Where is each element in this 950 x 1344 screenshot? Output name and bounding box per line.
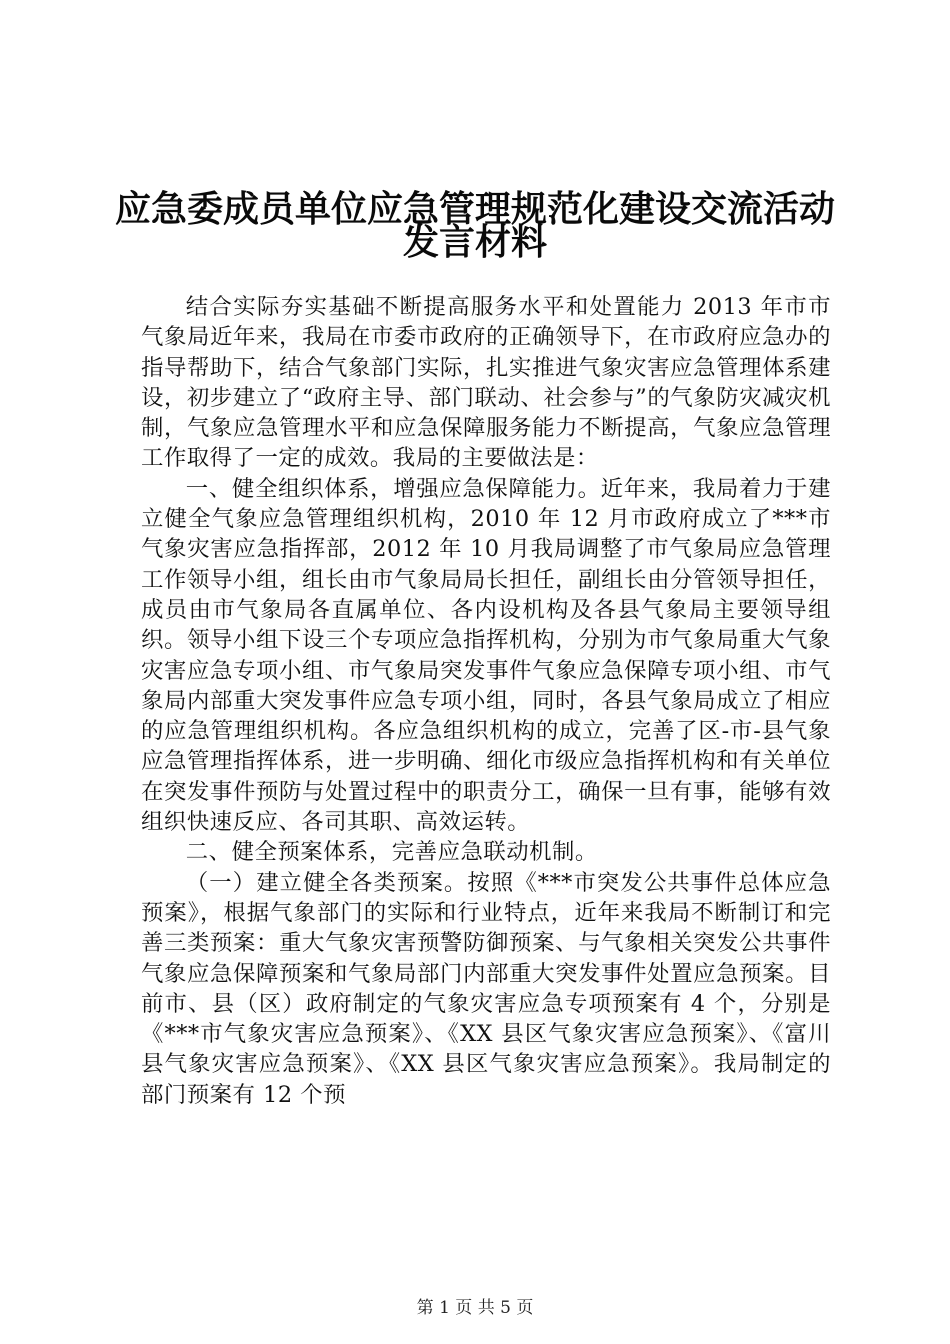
document-body [141, 292, 831, 1110]
page-footer: 第 1 页 共 5 页 [416, 1298, 534, 1318]
paragraph-intro: 结合实际夯实基础不断提高服务水平和处置能力 2013 年市市气象局近年来，我局在市委市政府的正确领导下，在市政府应急办的指导帮助下，结合气象部门实际，扎实推进气象灾害应急管理体系建设，初步建立了“政府主导、部门联动、社会参与”的气象防灾减灾机制，气象应急管理水平和应急保障服务能力不断提高，气象应急管理工作取得了一定的成效。我局的主要做法是： [141, 294, 831, 472]
document-title-line2: 发言材料 [402, 222, 547, 263]
paragraph-section-2-heading: 二、健全预案体系，完善应急联动机制。 [185, 839, 598, 866]
paragraph-section-2-1: （一）建立健全各类预案。按照《***市突发公共事件总体应急预案》，根据气象部门的实际和行业特点，近年来我局不断制订和完善三类预案：重大气象灾害预警防御预案、与气象相关突发公共事件气象应急保障预案和气象局部门内部重大突发事件处置应急预案。目前市、县（区）政府制定的气象灾害应急专项预案有 4 个，分别是《***市气象灾害应急预案》、《XX 县区气象灾害应急预案》、《富川县气象灾害应急预案》、《XX 县区气象灾害应急预案》。我局制定的部门预案有 12 个预 [141, 869, 831, 1108]
document-title-line1: 应急委成员单位应急管理规范化建设交流活动 [114, 189, 835, 230]
paragraph-section-1: 一、健全组织体系，增强应急保障能力。近年来，我局着力于建立健全气象应急管理组织机构，2010 年 12 月市政府成立了***市气象灾害应急指挥部，2012 年 10 月我局调整了市气象局应急管理工作领导小组，组长由市气象局局长担任，副组长由分管领导担任，成员由市气象局各直属单位、各内设机构及各县气象局主要领导组织。领导小组下设三个专项应急指挥机构，分别为市气象局重大气象灾害应急专项小组、市气象局突发事件气象应急保障专项小组、市气象局内部重大突发事件应急专项小组，同时，各县气象局成立了相应的应急管理组织机构。各应急组织机构的成立，完善了区-市-县气象应急管理指挥体系，进一步明确、细化市级应急指挥机构和有关单位在突发事件预防与处置过程中的职责分工，确保一旦有事，能够有效组织快速反应、各司其职、高效运转。 [141, 475, 831, 836]
